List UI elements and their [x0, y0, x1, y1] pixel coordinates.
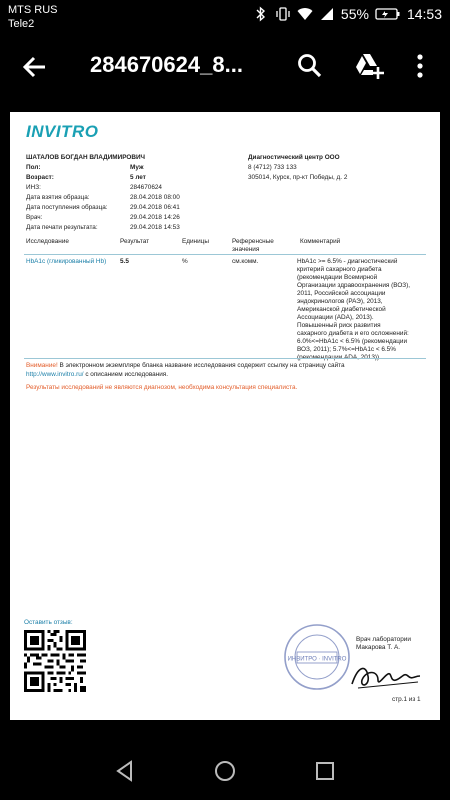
comment-line: эндокринологов (РАЭ), 2013, [297, 298, 383, 305]
electronic-copy-notice-2 [26, 371, 168, 379]
center-name: Диагностический центр ООО [248, 154, 340, 161]
col-header-ref-2: значения [232, 246, 260, 253]
status-bar [0, 0, 450, 36]
notice-text-2: с описанием исследования. [83, 371, 169, 378]
notice-attention: Внимание! [26, 362, 58, 369]
bluetooth-icon [253, 6, 269, 22]
comment-line: критерий сахарного диабета [297, 266, 382, 273]
field-label-print-date: Дата печати результата: [26, 224, 98, 231]
field-label-sex: Пол: [26, 164, 41, 171]
field-label-age: Возраст: [26, 174, 54, 181]
nav-home-icon[interactable] [214, 760, 236, 782]
feedback-label: Оставить отзыв: [24, 619, 73, 626]
center-phone: 8 (4712) 733 133 [248, 164, 297, 171]
carrier-name-2: Tele2 [8, 18, 35, 30]
stamp-text: ИНВИТРО · INVITRO [287, 656, 347, 663]
col-header-comment: Комментарий [300, 238, 341, 245]
comment-line: 6.0%<=HbA1c < 6.5% (рекомендации [297, 338, 408, 345]
page-number: стр.1 из 1 [392, 696, 421, 703]
center-address: 305014, Курск, пр-кт Победы, д. 2 [248, 174, 348, 181]
battery-icon [375, 6, 401, 22]
clock: 14:53 [406, 6, 442, 22]
comment-line: HbA1c >= 6.5% - диагностический [297, 258, 398, 265]
status-icons [253, 6, 442, 22]
result-comment [297, 258, 410, 362]
field-value-sample-date: 28.04.2018 08:00 [130, 194, 180, 201]
comment-line: ВОЗ, 2011); 5.7%<=HbA1c < 6.5% [297, 346, 396, 353]
laboratory-stamp [282, 622, 352, 692]
table-divider [24, 254, 426, 255]
result-reference: см.комм. [232, 258, 259, 265]
carrier-name-1: MTS RUS [8, 4, 58, 16]
field-label-doctor: Врач: [26, 214, 43, 221]
back-arrow-icon[interactable] [20, 52, 50, 82]
vibrate-icon [275, 6, 291, 22]
navigation-bar [0, 742, 450, 800]
comment-line: сахарного диабета и его осложнений: [297, 330, 409, 337]
signal-icon [319, 6, 335, 22]
result-test-name-link[interactable]: HbA1c (гликированный Hb) [26, 258, 107, 265]
comment-line: 2011, Российской ассоциации [297, 290, 386, 297]
result-units: % [182, 258, 188, 265]
comment-line: Организации здравоохранения (ВОЗ), [297, 282, 411, 289]
comment-line: Повышенный риск развития [297, 322, 381, 329]
col-header-test: Исследование [26, 238, 69, 245]
result-value: 5.5 [120, 258, 129, 265]
nav-recents-icon[interactable] [314, 760, 336, 782]
app-bar [0, 36, 450, 98]
battery-percent: 55% [340, 6, 369, 22]
more-vert-icon[interactable] [412, 52, 440, 80]
table-bottom-divider [24, 358, 426, 359]
comment-line: Американской диабетической [297, 306, 386, 313]
invitro-site-link[interactable]: http://www.invitro.ru/ [26, 371, 84, 378]
patient-name: ШАТАЛОВ БОГДАН ВЛАДИМИРОВИЧ [26, 154, 146, 161]
field-value-receipt-date: 29.04.2018 06:41 [130, 204, 180, 211]
comment-line: (рекомендации Всемирной [297, 274, 378, 281]
field-value-print-date: 29.04.2018 14:53 [130, 224, 180, 231]
col-header-ref: Референсные [232, 238, 274, 245]
document-title: 284670624_8... [90, 52, 243, 77]
doctor-signature [348, 646, 430, 692]
drive-add-icon[interactable] [354, 52, 382, 80]
field-label-inz: ИНЗ: [26, 184, 41, 191]
comment-line: Ассоциации (ADA), 2013). [297, 314, 374, 321]
diagnosis-disclaimer: Результаты исследований не являются диагнозом, необходима консультация специалиста. [26, 384, 298, 391]
field-label-receipt-date: Дата поступления образца: [26, 204, 108, 211]
doctor-title: Врач лаборатории [356, 636, 411, 643]
field-value-sex: Муж [130, 164, 144, 171]
field-value-age: 5 лет [130, 174, 146, 181]
col-header-units: Единицы [182, 238, 209, 245]
col-header-result: Результат [120, 238, 150, 245]
notice-text: В электронном экземпляре бланка название исследования содержит ссылку на страницу сайта [57, 362, 345, 369]
field-value-inz: 284670624 [130, 184, 162, 191]
nav-back-icon[interactable] [114, 760, 136, 782]
invitro-logo: INVITRO [26, 122, 99, 141]
search-icon[interactable] [296, 52, 324, 80]
document-page[interactable] [10, 112, 440, 720]
field-label-sample-date: Дата взятия образца: [26, 194, 90, 201]
wifi-icon [297, 6, 313, 22]
doctor-name: Макарова Т. А. [356, 644, 400, 651]
feedback-qr-code[interactable] [24, 630, 86, 692]
field-value-doctor: 29.04.2018 14:26 [130, 214, 180, 221]
electronic-copy-notice [26, 362, 345, 370]
